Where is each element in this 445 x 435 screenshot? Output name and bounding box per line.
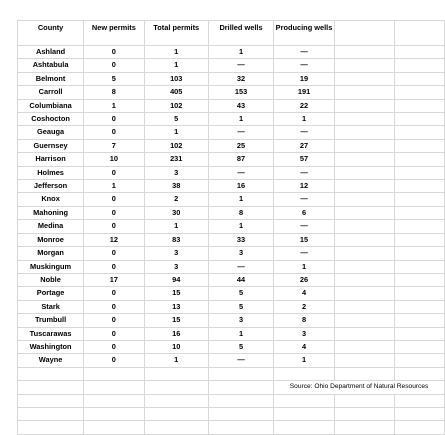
producing-wells-cell[interactable]: 12 <box>274 180 335 193</box>
table-row <box>18 233 445 246</box>
drilled-wells-cell[interactable]: — <box>208 126 273 139</box>
empty-cell[interactable] <box>395 300 445 313</box>
drilled-wells-cell[interactable]: 5 <box>208 340 273 353</box>
total-permits-cell[interactable]: 15 <box>144 287 208 300</box>
empty-cell[interactable] <box>395 72 445 85</box>
county-cell[interactable]: Holmes <box>18 166 84 179</box>
empty-cell[interactable] <box>334 99 394 112</box>
producing-wells-cell[interactable]: 6 <box>274 206 335 219</box>
table-row <box>18 153 445 166</box>
empty-cell[interactable] <box>334 327 394 340</box>
new-permits-cell[interactable]: 0 <box>84 166 144 179</box>
empty-cell[interactable] <box>395 126 445 139</box>
empty-cell[interactable] <box>334 46 394 59</box>
empty-cell[interactable] <box>208 367 273 380</box>
drilled-wells-cell[interactable]: 3 <box>208 247 273 260</box>
drilled-wells-cell[interactable]: 5 <box>208 287 273 300</box>
empty-cell[interactable] <box>144 394 208 407</box>
empty-cell[interactable] <box>334 314 394 327</box>
new-permits-cell[interactable]: 0 <box>84 59 144 72</box>
new-permits-cell[interactable]: 0 <box>84 193 144 206</box>
empty-cell[interactable] <box>395 99 445 112</box>
empty-cell[interactable] <box>334 421 394 434</box>
table-row <box>18 206 445 219</box>
total-permits-cell[interactable]: 102 <box>144 139 208 152</box>
drilled-wells-cell[interactable]: 8 <box>208 206 273 219</box>
drilled-wells-cell[interactable]: 33 <box>208 233 273 246</box>
new-permits-cell[interactable]: 0 <box>84 260 144 273</box>
empty-cell[interactable] <box>395 153 445 166</box>
total-permits-cell[interactable]: 1 <box>144 59 208 72</box>
drilled-wells-cell[interactable]: 25 <box>208 139 273 152</box>
producing-wells-cell[interactable]: 191 <box>274 86 335 99</box>
total-permits-cell[interactable]: 103 <box>144 72 208 85</box>
table-row <box>18 273 445 286</box>
empty-cell[interactable] <box>84 421 144 434</box>
header-row <box>18 21 445 46</box>
total-permits-cell[interactable]: 1 <box>144 220 208 233</box>
total-permits-cell[interactable]: 3 <box>144 260 208 273</box>
empty-cell[interactable] <box>18 421 84 434</box>
county-cell[interactable]: Carroll <box>18 86 84 99</box>
empty-cell[interactable] <box>334 180 394 193</box>
county-cell[interactable]: Guernsey <box>18 139 84 152</box>
total-permits-cell[interactable]: 10 <box>144 340 208 353</box>
table-row <box>18 193 445 206</box>
empty-cell[interactable] <box>334 354 394 367</box>
table-row <box>18 72 445 85</box>
drilled-wells-cell[interactable]: — <box>208 260 273 273</box>
empty-cell[interactable] <box>274 367 335 380</box>
producing-wells-cell[interactable]: 8 <box>274 314 335 327</box>
total-permits-cell[interactable]: 15 <box>144 314 208 327</box>
empty-cell[interactable] <box>334 126 394 139</box>
county-cell[interactable]: Coshocton <box>18 113 84 126</box>
new-permits-cell[interactable]: 0 <box>84 46 144 59</box>
empty-cell[interactable] <box>208 421 273 434</box>
table-row <box>18 300 445 313</box>
drilled-wells-cell[interactable]: — <box>208 166 273 179</box>
county-cell[interactable]: Muskingum <box>18 260 84 273</box>
drilled-wells-cell[interactable]: 32 <box>208 72 273 85</box>
county-cell[interactable]: Mahoning <box>18 206 84 219</box>
total-permits-cell[interactable]: 30 <box>144 206 208 219</box>
empty-cell[interactable] <box>274 394 335 407</box>
empty-cell[interactable] <box>84 407 144 420</box>
empty-cell[interactable] <box>395 46 445 59</box>
empty-cell[interactable] <box>18 381 84 394</box>
table-row <box>18 46 445 59</box>
county-cell[interactable]: Columbiana <box>18 99 84 112</box>
empty-cell[interactable] <box>395 139 445 152</box>
empty-cell[interactable] <box>395 21 445 46</box>
new-permits-cell[interactable]: 0 <box>84 220 144 233</box>
empty-cell[interactable] <box>395 314 445 327</box>
county-cell[interactable]: Ashland <box>18 46 84 59</box>
empty-cell[interactable] <box>144 407 208 420</box>
empty-cell[interactable] <box>334 367 394 380</box>
producing-wells-cell[interactable]: — <box>274 59 335 72</box>
table-row <box>18 381 445 394</box>
table-row <box>18 99 445 112</box>
empty-cell[interactable] <box>395 367 445 380</box>
new-permits-cell[interactable]: 5 <box>84 72 144 85</box>
table-row <box>18 260 445 273</box>
empty-cell[interactable] <box>334 394 394 407</box>
empty-cell[interactable] <box>208 407 273 420</box>
empty-cell[interactable] <box>395 113 445 126</box>
county-cell[interactable]: Tuscarawas <box>18 327 84 340</box>
drilled-wells-cell[interactable]: — <box>208 59 273 72</box>
new-permits-cell[interactable]: 17 <box>84 273 144 286</box>
total-permits-cell[interactable]: 2 <box>144 193 208 206</box>
header-new-permits[interactable]: New permits <box>84 21 144 46</box>
producing-wells-cell[interactable]: 26 <box>274 273 335 286</box>
producing-wells-cell[interactable]: 15 <box>274 233 335 246</box>
new-permits-cell[interactable]: 0 <box>84 340 144 353</box>
empty-cell[interactable] <box>334 273 394 286</box>
table-row <box>18 367 445 380</box>
table-row <box>18 287 445 300</box>
producing-wells-cell[interactable]: — <box>274 220 335 233</box>
empty-cell[interactable] <box>334 260 394 273</box>
new-permits-cell[interactable]: 0 <box>84 300 144 313</box>
table-row <box>18 407 445 420</box>
empty-cell[interactable] <box>334 247 394 260</box>
producing-wells-cell[interactable]: — <box>274 247 335 260</box>
producing-wells-cell[interactable]: — <box>274 193 335 206</box>
county-cell[interactable]: Noble <box>18 273 84 286</box>
empty-cell[interactable] <box>274 407 335 420</box>
total-permits-cell[interactable]: 1 <box>144 126 208 139</box>
permits-table <box>17 20 445 435</box>
drilled-wells-cell[interactable]: 16 <box>208 180 273 193</box>
county-cell[interactable]: Wayne <box>18 354 84 367</box>
county-cell[interactable]: Belmont <box>18 72 84 85</box>
empty-cell[interactable] <box>395 59 445 72</box>
empty-cell[interactable] <box>84 367 144 380</box>
table-row <box>18 86 445 99</box>
table-row <box>18 180 445 193</box>
empty-cell[interactable] <box>395 394 445 407</box>
drilled-wells-cell[interactable]: 1 <box>208 46 273 59</box>
table-row <box>18 59 445 72</box>
empty-cell[interactable] <box>334 86 394 99</box>
empty-cell[interactable] <box>144 367 208 380</box>
drilled-wells-cell[interactable]: 1 <box>208 220 273 233</box>
county-cell[interactable]: Ashtabula <box>18 59 84 72</box>
header-total-permits[interactable]: Total permits <box>144 21 208 46</box>
new-permits-cell[interactable]: 0 <box>84 247 144 260</box>
total-permits-cell[interactable]: 405 <box>144 86 208 99</box>
empty-cell[interactable] <box>144 421 208 434</box>
total-permits-cell[interactable]: 231 <box>144 153 208 166</box>
header-county[interactable]: County <box>18 21 84 46</box>
county-cell[interactable]: Knox <box>18 193 84 206</box>
producing-wells-cell[interactable]: 4 <box>274 340 335 353</box>
county-cell[interactable]: Monroe <box>18 233 84 246</box>
empty-cell[interactable] <box>84 394 144 407</box>
table-row <box>18 314 445 327</box>
new-permits-cell[interactable]: 7 <box>84 139 144 152</box>
new-permits-cell[interactable]: 1 <box>84 180 144 193</box>
empty-cell[interactable] <box>395 340 445 353</box>
new-permits-cell[interactable]: 0 <box>84 206 144 219</box>
total-permits-cell[interactable]: 5 <box>144 113 208 126</box>
empty-cell[interactable] <box>334 153 394 166</box>
total-permits-cell[interactable]: 83 <box>144 233 208 246</box>
empty-cell[interactable] <box>395 421 445 434</box>
producing-wells-cell[interactable]: 1 <box>274 354 335 367</box>
empty-cell[interactable] <box>395 86 445 99</box>
county-cell[interactable]: Portage <box>18 287 84 300</box>
empty-cell[interactable] <box>334 166 394 179</box>
empty-cell[interactable] <box>334 113 394 126</box>
empty-cell[interactable] <box>395 193 445 206</box>
table-row <box>18 394 445 407</box>
empty-cell[interactable] <box>334 233 394 246</box>
empty-cell[interactable] <box>18 394 84 407</box>
drilled-wells-cell[interactable]: 1 <box>208 193 273 206</box>
empty-cell[interactable] <box>334 287 394 300</box>
table-body <box>18 21 445 435</box>
empty-cell[interactable] <box>18 367 84 380</box>
empty-cell[interactable] <box>208 394 273 407</box>
empty-cell[interactable] <box>334 220 394 233</box>
county-cell[interactable]: Trumbull <box>18 314 84 327</box>
county-cell[interactable]: Morgan <box>18 247 84 260</box>
county-cell[interactable]: Stark <box>18 300 84 313</box>
total-permits-cell[interactable]: 3 <box>144 247 208 260</box>
table-row <box>18 113 445 126</box>
total-permits-cell[interactable]: 13 <box>144 300 208 313</box>
empty-cell[interactable] <box>395 354 445 367</box>
empty-cell[interactable] <box>395 273 445 286</box>
empty-cell[interactable] <box>395 206 445 219</box>
empty-cell[interactable] <box>395 327 445 340</box>
table-row <box>18 340 445 353</box>
source-note: Source: Ohio Department of Natural Resources <box>274 381 445 394</box>
county-cell[interactable]: Washington <box>18 340 84 353</box>
new-permits-cell[interactable]: 8 <box>84 86 144 99</box>
table-row <box>18 166 445 179</box>
producing-wells-cell[interactable]: — <box>274 46 335 59</box>
drilled-wells-cell[interactable]: 153 <box>208 86 273 99</box>
new-permits-cell[interactable]: 0 <box>84 113 144 126</box>
table-row <box>18 354 445 367</box>
empty-cell[interactable] <box>395 407 445 420</box>
table-row <box>18 126 445 139</box>
empty-cell[interactable] <box>334 139 394 152</box>
new-permits-cell[interactable]: 1 <box>84 99 144 112</box>
empty-cell[interactable] <box>395 287 445 300</box>
drilled-wells-cell[interactable]: 5 <box>208 300 273 313</box>
drilled-wells-cell[interactable]: 44 <box>208 273 273 286</box>
new-permits-cell[interactable]: 0 <box>84 327 144 340</box>
county-cell[interactable]: Jefferson <box>18 180 84 193</box>
empty-cell[interactable] <box>18 407 84 420</box>
drilled-wells-cell[interactable]: 1 <box>208 113 273 126</box>
producing-wells-cell[interactable]: — <box>274 166 335 179</box>
empty-cell[interactable] <box>395 166 445 179</box>
empty-cell[interactable] <box>395 247 445 260</box>
empty-cell[interactable] <box>208 381 273 394</box>
empty-cell[interactable] <box>395 220 445 233</box>
drilled-wells-cell[interactable]: — <box>208 354 273 367</box>
new-permits-cell[interactable]: 0 <box>84 314 144 327</box>
empty-cell[interactable] <box>395 180 445 193</box>
table-row <box>18 247 445 260</box>
total-permits-cell[interactable]: 38 <box>144 180 208 193</box>
total-permits-cell[interactable]: 3 <box>144 166 208 179</box>
producing-wells-cell[interactable]: 1 <box>274 113 335 126</box>
county-cell[interactable]: Geauga <box>18 126 84 139</box>
empty-cell[interactable] <box>334 300 394 313</box>
empty-cell[interactable] <box>395 260 445 273</box>
empty-cell[interactable] <box>144 381 208 394</box>
drilled-wells-cell[interactable]: 1 <box>208 327 273 340</box>
total-permits-cell[interactable]: 1 <box>144 46 208 59</box>
producing-wells-cell[interactable]: 4 <box>274 287 335 300</box>
total-permits-cell[interactable]: 94 <box>144 273 208 286</box>
county-cell[interactable]: Medina <box>18 220 84 233</box>
producing-wells-cell[interactable]: 27 <box>274 139 335 152</box>
empty-cell[interactable] <box>274 421 335 434</box>
empty-cell[interactable] <box>334 206 394 219</box>
empty-cell[interactable] <box>334 21 394 46</box>
empty-cell[interactable] <box>334 340 394 353</box>
producing-wells-cell[interactable]: 57 <box>274 153 335 166</box>
empty-cell[interactable] <box>334 59 394 72</box>
producing-wells-cell[interactable]: 3 <box>274 327 335 340</box>
new-permits-cell[interactable]: 0 <box>84 126 144 139</box>
new-permits-cell[interactable]: 0 <box>84 287 144 300</box>
header-producing-wells[interactable]: Producing wells <box>274 21 335 46</box>
producing-wells-cell[interactable]: 1 <box>274 260 335 273</box>
table-row <box>18 327 445 340</box>
empty-cell[interactable] <box>334 72 394 85</box>
drilled-wells-cell[interactable]: 87 <box>208 153 273 166</box>
table-row <box>18 421 445 434</box>
empty-cell[interactable] <box>395 233 445 246</box>
table-row <box>18 220 445 233</box>
table-row <box>18 139 445 152</box>
total-permits-cell[interactable]: 1 <box>144 354 208 367</box>
producing-wells-cell[interactable]: — <box>274 126 335 139</box>
empty-cell[interactable] <box>334 407 394 420</box>
total-permits-cell[interactable]: 102 <box>144 99 208 112</box>
producing-wells-cell[interactable]: 19 <box>274 72 335 85</box>
empty-cell[interactable] <box>84 381 144 394</box>
drilled-wells-cell[interactable]: 3 <box>208 314 273 327</box>
new-permits-cell[interactable]: 10 <box>84 153 144 166</box>
county-cell[interactable]: Harrison <box>18 153 84 166</box>
header-drilled-wells[interactable]: Drilled wells <box>208 21 273 46</box>
new-permits-cell[interactable]: 12 <box>84 233 144 246</box>
new-permits-cell[interactable]: 0 <box>84 354 144 367</box>
empty-cell[interactable] <box>334 193 394 206</box>
total-permits-cell[interactable]: 16 <box>144 327 208 340</box>
drilled-wells-cell[interactable]: 43 <box>208 99 273 112</box>
producing-wells-cell[interactable]: 2 <box>274 300 335 313</box>
producing-wells-cell[interactable]: 22 <box>274 99 335 112</box>
